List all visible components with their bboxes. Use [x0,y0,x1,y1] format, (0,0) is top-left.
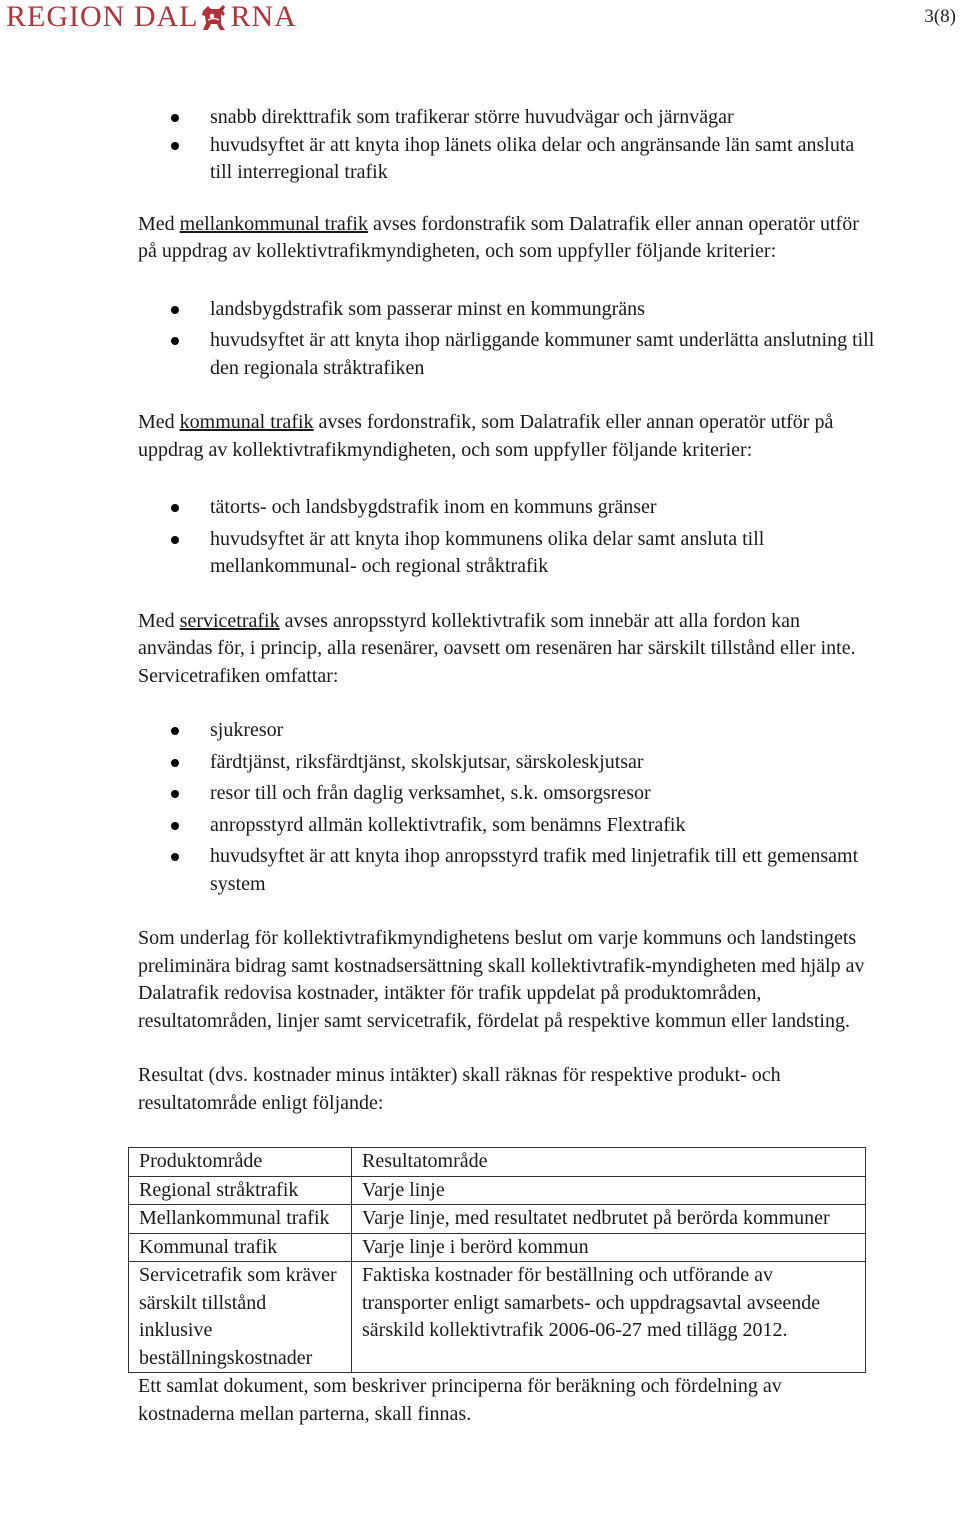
list-item: huvudsyftet är att knyta ihop kommunens olika delar samt ansluta till mellankommunal- och regional stråktrafik [138,526,878,581]
list-item: snabb direkttrafik som trafikerar större huvudvägar och järnvägar [138,104,878,132]
paragraph-mellankommunal: Med mellankommunal trafik avses fordonstrafik som Dalatrafik eller annan operatör utför på uppdrag av kollektivtrafikmyndigheten, och som uppfyller följande kriterier: [138,212,859,262]
term-mellankommunal-trafik: mellankommunal trafik [179,212,368,235]
list-item: huvudsyftet är att knyta ihop närliggande kommuner samt underlätta anslutning till den regionala stråktrafiken [138,327,878,382]
term-servicetrafik: servicetrafik [179,609,280,632]
list-item: landsbygdstrafik som passerar minst en kommungräns [138,296,878,324]
document-body [138,104,878,1428]
table-cell: Regional stråktrafik [129,1176,352,1205]
list-item: färdtjänst, riksfärdtjänst, skolskjutsar, särskoleskjutsar [138,749,878,777]
table-row [129,1205,866,1234]
list-item: sjukresor [138,717,878,745]
bullet-list-regional [138,104,878,187]
logo [6,0,297,34]
paragraph-resultat: Resultat (dvs. kostnader minus intäkter) skall räknas för respektive produkt- och resultatområde enligt följande: [138,1064,781,1114]
table-row [129,1262,866,1373]
table-header-row [129,1148,866,1177]
logo-text-left: REGION DAL [6,0,199,33]
table-cell: Faktiska kostnader för beställning och utförande av transporter enligt samarbets- och uppdragsavtal avseende särskild kollektivtrafik 2006-06-27 med tillägg 2012. [352,1262,866,1373]
list-item: huvudsyftet är att knyta ihop länets olika delar och angränsande län samt ansluta till interregional trafik [138,132,878,187]
table-header-cell: Produktområde [129,1148,352,1177]
table-cell: Varje linje, med resultatet nedbrutet på berörda kommuner [352,1205,866,1234]
table-header-cell: Resultatområde [352,1148,866,1177]
bullet-list-kommunal [138,494,878,581]
paragraph-samlat-dokument: Ett samlat dokument, som beskriver principerna för beräkning och fördelning av kostnaderna mellan parterna, skall finnas. [138,1375,782,1425]
table-cell: Servicetrafik som kräver särskilt tillstånd inklusive beställningskostnader [129,1262,352,1373]
bullet-list-servicetrafik [138,717,878,898]
table-cell: Kommunal trafik [129,1233,352,1262]
result-table [128,1147,866,1373]
paragraph-servicetrafik: Med servicetrafik avses anropsstyrd kollektivtrafik som innebär att alla fordon kan användas för, i princip, alla resenärer, oavsett om resenären har särskilt tillstånd eller inte. Servicetrafiken omfattar: [138,609,856,687]
page-number: 3(8) [924,6,956,27]
list-item: anropsstyrd allmän kollektivtrafik, som benämns Flextrafik [138,812,878,840]
table-cell: Varje linje [352,1176,866,1205]
table-cell: Varje linje i berörd kommun [352,1233,866,1262]
table-row [129,1233,866,1262]
paragraph-underlag: Som underlag för kollektivtrafikmyndighetens beslut om varje kommuns och landstingets preliminära bidrag samt kostnadsersättning skall kollektivtrafik-myndigheten med hjälp av Dalatrafik redovisa kostnader, intäkter för trafik uppdelat på produktområden, resultatområden, linjer samt servicetrafik, fördelat på respektive kommun eller landsting. [138,927,865,1032]
dala-horse-icon [199,2,229,32]
bullet-list-mellankommunal [138,296,878,383]
paragraph-kommunal: Med kommunal trafik avses fordonstrafik, som Dalatrafik eller annan operatör utför på uppdrag av kollektivtrafikmyndigheten, och som uppfyller följande kriterier: [138,411,834,461]
list-item: resor till och från daglig verksamhet, s.k. omsorgsresor [138,780,878,808]
list-item: huvudsyftet är att knyta ihop anropsstyrd trafik med linjetrafik till ett gemensamt system [138,843,878,898]
list-item: tätorts- och landsbygdstrafik inom en kommuns gränser [138,494,878,522]
logo-text-right: RNA [230,0,297,33]
term-kommunal-trafik: kommunal trafik [179,411,314,433]
table-row [129,1176,866,1205]
table-cell: Mellankommunal trafik [129,1205,352,1234]
